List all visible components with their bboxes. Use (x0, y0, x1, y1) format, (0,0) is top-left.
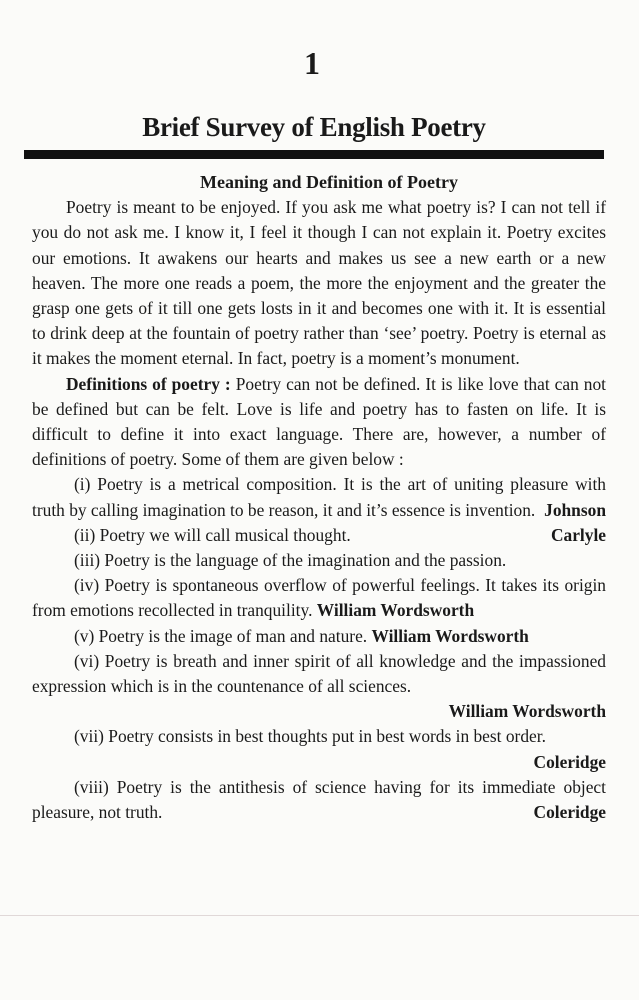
definition-author: William Wordsworth (448, 701, 606, 722)
definition-text: (ii) Poetry we will call musical thought. (74, 524, 351, 545)
definition-text: (v) Poetry is the image of man and nature. (74, 625, 368, 646)
definition-text: (iii) Poetry is the language of the imagination and the passion. (74, 550, 507, 571)
chapter-number: 1 (304, 45, 320, 81)
chapter-title: Brief Survey of English Poetry (142, 112, 486, 142)
definition-item (32, 472, 606, 522)
definition-item (32, 724, 606, 772)
definition-item (32, 624, 606, 649)
definition-item (32, 523, 606, 548)
definition-author: Johnson (544, 499, 606, 520)
definition-author: William Wordsworth (316, 600, 475, 621)
definition-item (32, 548, 606, 573)
definition-text: (viii) Poetry is the antithesis of science having for its immediate object pleasure, not truth. (32, 776, 606, 823)
definitions-paragraph (32, 372, 606, 473)
definition-author: Coleridge (533, 751, 606, 772)
title-rule (24, 150, 604, 159)
intro-paragraph: Poetry is meant to be enjoyed. If you ask me what poetry is? I can not tell if you do not ask me. I know it, I feel it though I can not explain it. Poetry excites our emotions. It awakens our hearts and makes us see a new earth or a new heaven. The more one reads a poem, the more the enjoyment and the greater the grasp one gets of it till one gets losts in it and becomes one with it. It is essential to drink deep at the fountain of poetry rather than ‘see’ poetry. Poetry is eternal as it makes the moment eternal. In fact, poetry is a moment’s monument. (32, 197, 606, 369)
definition-author: Coleridge (533, 802, 606, 823)
definition-item (32, 649, 606, 699)
section-heading: Meaning and Definition of Poetry (200, 172, 458, 192)
definitions-label: Definitions of poetry : (66, 373, 231, 394)
definition-text: (i) Poetry is a metrical composition. It is the art of uniting pleasure with truth by calling imagination to be reason, it and it’s essence is invention. (32, 474, 606, 520)
page-edge-line (0, 915, 639, 916)
definition-item (32, 775, 606, 825)
definition-text: (iv) Poetry is spontaneous overflow of powerful feelings. It takes its origin from emotions recollected in tranquility. (32, 575, 606, 621)
definition-text: (vii) Poetry consists in best thoughts put in best words in best order. (74, 726, 546, 747)
definition-author: Carlyle (550, 524, 606, 545)
definition-text: (vi) Poetry is breath and inner spirit of all knowledge and the impassioned expression which is in the countenance of all sciences. (32, 650, 606, 697)
definition-item (32, 573, 606, 623)
definitions-intro: Poetry can not be defined. It is like love that can not be defined but can be felt. Love is life and poetry has to fasten on life. It is difficult to define it into exact language. There are, however, a number of definitions of poetry. Some of them are given below : (32, 373, 606, 470)
page-body (32, 170, 606, 825)
definition-author: William Wordsworth (371, 625, 529, 646)
